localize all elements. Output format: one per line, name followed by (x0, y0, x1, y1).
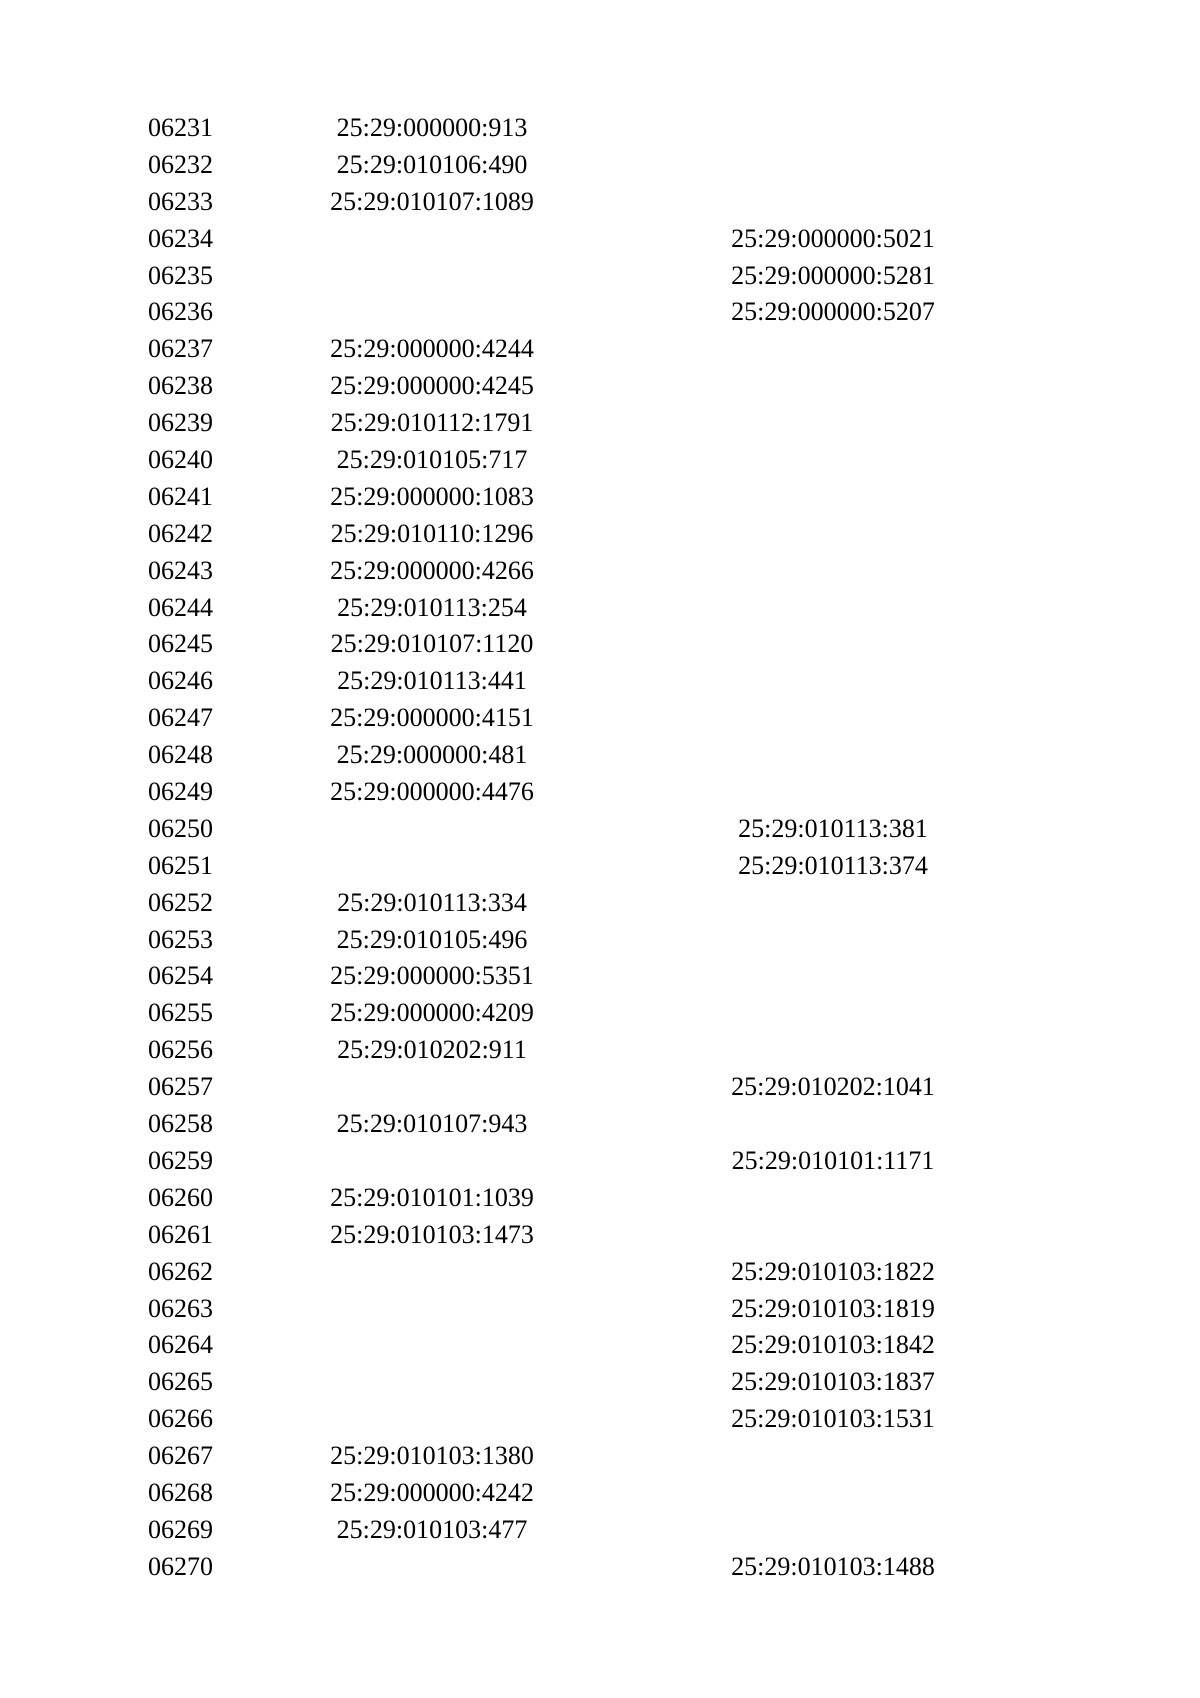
cadastral-number-a: 25:29:000000:4245 (330, 371, 534, 401)
row-number: 06247 (148, 703, 213, 733)
table-row (0, 774, 1200, 811)
row-number: 06250 (148, 813, 213, 843)
table-row (0, 1254, 1200, 1291)
cadastral-number-b: 25:29:000000:5281 (731, 260, 935, 290)
cadastral-number-a: 25:29:000000:1083 (330, 481, 534, 511)
table-row (0, 958, 1200, 995)
cadastral-number-a: 25:29:000000:4266 (330, 555, 534, 585)
row-number: 06232 (148, 149, 213, 179)
cadastral-number-a: 25:29:010202:911 (337, 1035, 527, 1065)
row-number: 06256 (148, 1035, 213, 1065)
cadastral-number-b: 25:29:010103:1842 (731, 1330, 935, 1360)
table-row (0, 1069, 1200, 1106)
row-number: 06254 (148, 961, 213, 991)
row-number: 06239 (148, 408, 213, 438)
table-row (0, 479, 1200, 516)
row-number: 06258 (148, 1109, 213, 1139)
table-row (0, 811, 1200, 848)
row-number: 06234 (148, 223, 213, 253)
table-row (0, 1291, 1200, 1328)
row-number: 06255 (148, 998, 213, 1028)
table-row (0, 922, 1200, 959)
table-row (0, 258, 1200, 295)
row-number: 06267 (148, 1441, 213, 1471)
cadastral-number-a: 25:29:010107:943 (336, 1109, 528, 1139)
cadastral-number-b: 25:29:000000:5021 (731, 223, 935, 253)
cadastral-number-b: 25:29:010103:1837 (731, 1367, 935, 1397)
row-number: 06263 (148, 1293, 213, 1323)
row-number: 06231 (148, 113, 213, 142)
row-number: 06245 (148, 629, 213, 659)
cadastral-number-a: 25:29:010101:1039 (330, 1182, 534, 1212)
cadastral-number-a: 25:29:010106:490 (336, 149, 528, 179)
table-row (0, 516, 1200, 553)
cadastral-number-b: 25:29:010103:1488 (731, 1551, 935, 1581)
row-number: 06249 (148, 777, 213, 807)
table-row (0, 1512, 1200, 1549)
row-number: 06251 (148, 850, 213, 880)
table-row (0, 1180, 1200, 1217)
table-row (0, 1549, 1200, 1586)
cadastral-number-a: 25:29:000000:4244 (330, 334, 534, 364)
table-row (0, 626, 1200, 663)
cadastral-number-a: 25:29:000000:4209 (330, 998, 534, 1028)
row-number: 06240 (148, 445, 213, 475)
cadastral-number-b: 25:29:010101:1171 (731, 1145, 935, 1175)
table-row (0, 1401, 1200, 1438)
cadastral-number-b: 25:29:010202:1041 (731, 1072, 935, 1102)
row-number: 06248 (148, 740, 213, 770)
row-number: 06246 (148, 666, 213, 696)
cadastral-number-b: 25:29:010103:1822 (731, 1256, 935, 1286)
cadastral-number-a: 25:29:010105:496 (336, 924, 528, 954)
row-number: 06265 (148, 1367, 213, 1397)
cadastral-table (0, 110, 1200, 1586)
row-number: 06237 (148, 334, 213, 364)
row-number: 06241 (148, 481, 213, 511)
row-number: 06244 (148, 592, 213, 622)
row-number: 06268 (148, 1477, 213, 1507)
row-number: 06252 (148, 887, 213, 917)
table-row (0, 294, 1200, 331)
row-number: 06262 (148, 1256, 213, 1286)
row-number: 06242 (148, 518, 213, 548)
row-number: 06266 (148, 1404, 213, 1434)
row-number: 06269 (148, 1514, 213, 1544)
cadastral-number-a: 25:29:000000:4476 (330, 777, 534, 807)
cadastral-number-a: 25:29:000000:4151 (330, 703, 534, 733)
row-number: 06235 (148, 260, 213, 290)
table-row (0, 1475, 1200, 1512)
cadastral-number-a: 25:29:010113:334 (337, 887, 527, 917)
table-row (0, 553, 1200, 590)
cadastral-number-a: 25:29:000000:481 (336, 740, 528, 770)
table-row (0, 995, 1200, 1032)
table-row (0, 184, 1200, 221)
table-row (0, 1143, 1200, 1180)
row-number: 06264 (148, 1330, 213, 1360)
row-number: 06257 (148, 1072, 213, 1102)
table-row (0, 1364, 1200, 1401)
table-row (0, 405, 1200, 442)
table-row (0, 1106, 1200, 1143)
row-number: 06260 (148, 1182, 213, 1212)
cadastral-number-a: 25:29:000000:4242 (330, 1477, 534, 1507)
cadastral-number-a: 25:29:000000:913 (336, 113, 528, 142)
cadastral-number-a: 25:29:000000:5351 (330, 961, 534, 991)
cadastral-number-b: 25:29:010103:1819 (731, 1293, 935, 1323)
table-row (0, 331, 1200, 368)
table-row (0, 221, 1200, 258)
table-row (0, 885, 1200, 922)
row-number: 06261 (148, 1219, 213, 1249)
table-row (0, 368, 1200, 405)
cadastral-number-b: 25:29:010113:381 (738, 813, 928, 843)
table-row (0, 590, 1200, 627)
table-row (0, 1438, 1200, 1475)
cadastral-number-a: 25:29:010112:1791 (330, 408, 534, 438)
row-number: 06238 (148, 371, 213, 401)
table-row (0, 848, 1200, 885)
row-number: 06259 (148, 1145, 213, 1175)
row-number: 06243 (148, 555, 213, 585)
row-number: 06236 (148, 297, 213, 327)
cadastral-number-a: 25:29:010107:1089 (330, 186, 534, 216)
cadastral-number-a: 25:29:010103:477 (336, 1514, 528, 1544)
row-number: 06233 (148, 186, 213, 216)
cadastral-number-a: 25:29:010103:1473 (330, 1219, 534, 1249)
cadastral-number-b: 25:29:010103:1531 (731, 1404, 935, 1434)
cadastral-number-a: 25:29:010110:1296 (330, 518, 534, 548)
table-row (0, 737, 1200, 774)
table-row (0, 110, 1200, 147)
table-row (0, 1032, 1200, 1069)
cadastral-number-a: 25:29:010103:1380 (330, 1441, 534, 1471)
table-row (0, 663, 1200, 700)
cadastral-number-a: 25:29:010113:441 (337, 666, 527, 696)
table-row (0, 1327, 1200, 1364)
cadastral-number-a: 25:29:010105:717 (336, 445, 528, 475)
cadastral-number-a: 25:29:010113:254 (337, 592, 527, 622)
cadastral-number-a: 25:29:010107:1120 (330, 629, 534, 659)
cadastral-number-b: 25:29:000000:5207 (731, 297, 935, 327)
cadastral-number-b: 25:29:010113:374 (738, 850, 928, 880)
row-number: 06270 (148, 1551, 213, 1581)
row-number: 06253 (148, 924, 213, 954)
table-row (0, 442, 1200, 479)
table-row (0, 1217, 1200, 1254)
table-row (0, 147, 1200, 184)
table-row (0, 700, 1200, 737)
